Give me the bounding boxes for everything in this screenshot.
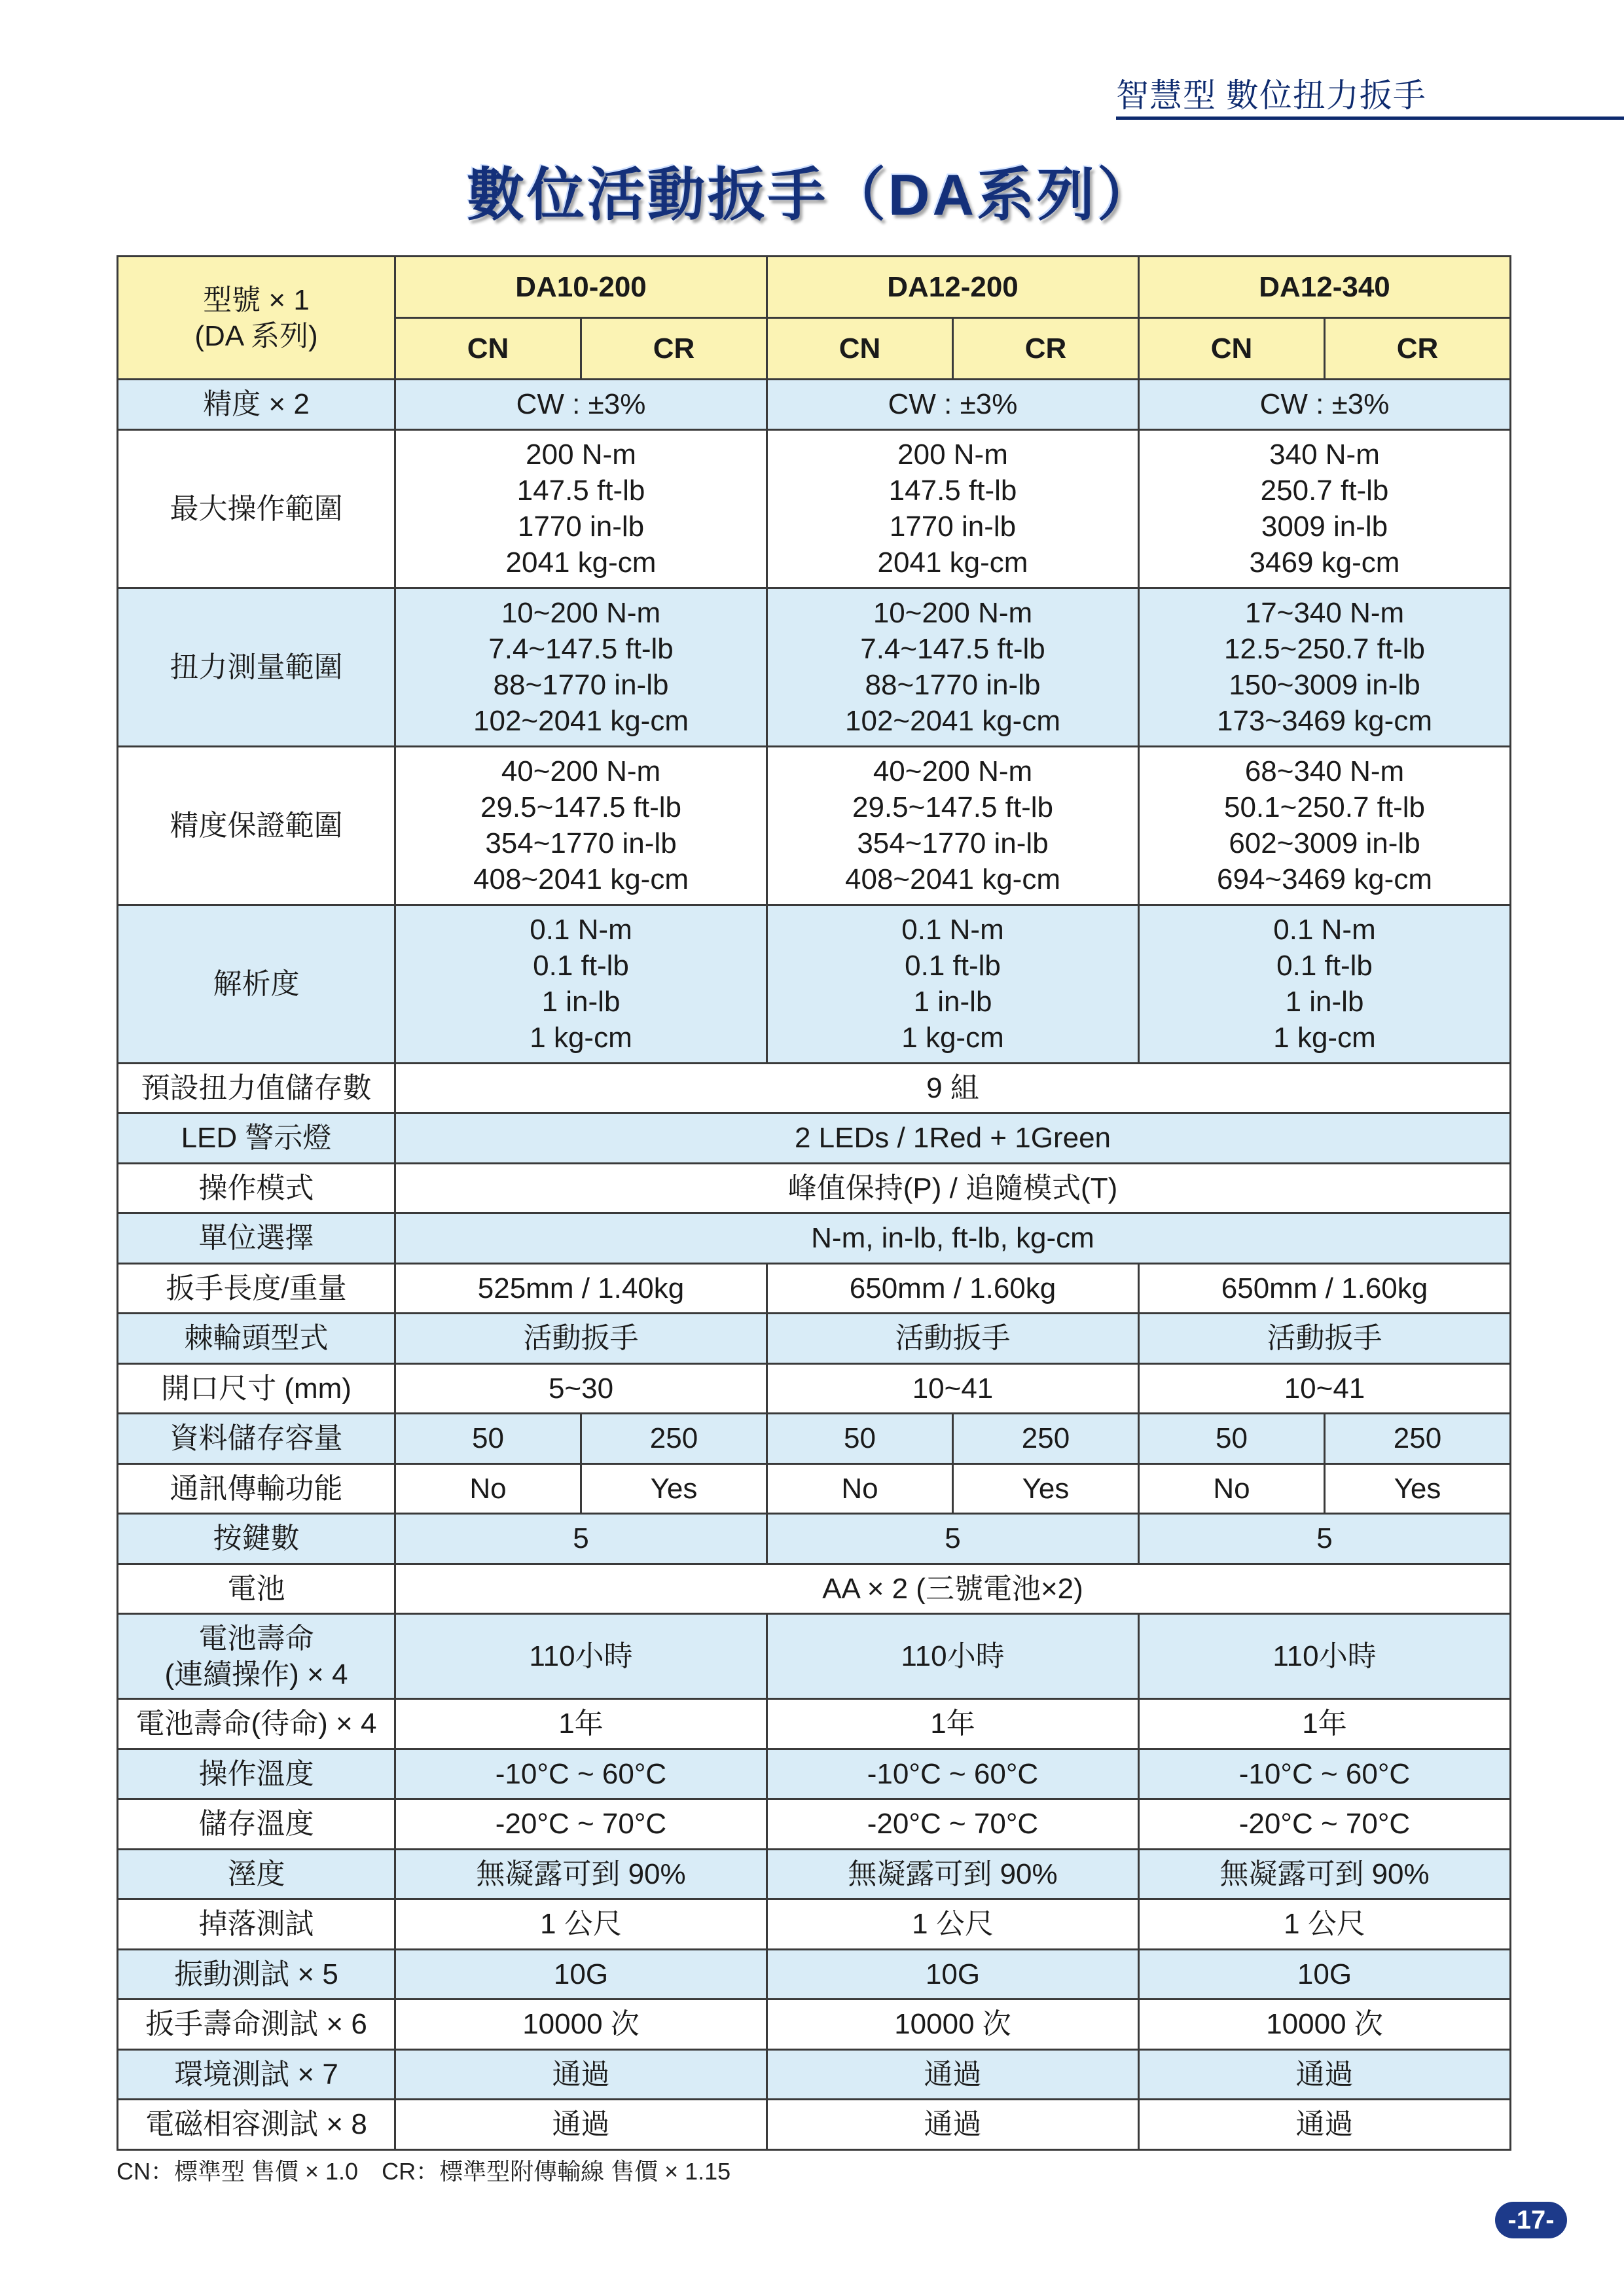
table-row — [118, 1749, 1511, 1799]
value-cell: -10°C ~ 60°C — [395, 1749, 767, 1799]
row-label — [118, 1849, 395, 1899]
table-row — [118, 1213, 1511, 1264]
value-cell: 2 LEDs / 1Red + 1Green — [395, 1113, 1511, 1164]
row-label-text: 電池壽命(待命) × 4 — [135, 1708, 377, 1740]
value-line: 1 in-lb — [913, 986, 992, 1018]
row-label — [118, 1564, 395, 1614]
value-cell: 無凝露可到 90% — [395, 1849, 767, 1899]
value-cell: No — [395, 1463, 581, 1514]
value-line: 250.7 ft-lb — [1260, 475, 1389, 507]
value-cell: Yes — [1325, 1463, 1511, 1514]
value-cell: 110小時 — [395, 1614, 767, 1699]
value-cell: 活動扳手 — [767, 1314, 1139, 1364]
value-cell — [767, 746, 1139, 905]
value-line: 340 N-m — [1269, 439, 1380, 471]
value-cell: 峰值保持(P) / 追隨模式(T) — [395, 1163, 1511, 1213]
value-line: 0.1 ft-lb — [905, 950, 1001, 982]
table-row — [118, 905, 1511, 1063]
table-row — [118, 1463, 1511, 1514]
value-line: 0.1 ft-lb — [533, 950, 629, 982]
value-cell: CW : ±3% — [767, 380, 1139, 430]
value-line: 173~3469 kg-cm — [1217, 705, 1432, 737]
table-row — [118, 429, 1511, 588]
value-cell: Yes — [581, 1463, 767, 1514]
value-line: 694~3469 kg-cm — [1217, 863, 1432, 895]
value-line: 0.1 ft-lb — [1276, 950, 1373, 982]
value-line: 102~2041 kg-cm — [473, 705, 689, 737]
table-row — [118, 588, 1511, 746]
page-number: -17- — [1495, 2202, 1567, 2238]
value-line: 0.1 N-m — [901, 914, 1004, 946]
value-cell: 10G — [1139, 1949, 1511, 2000]
row-label-text: 振動測試 × 5 — [174, 1958, 338, 1990]
value-line: 7.4~147.5 ft-lb — [860, 633, 1045, 665]
value-line: 12.5~250.7 ft-lb — [1223, 633, 1425, 665]
row-label — [118, 1063, 395, 1113]
table-row — [118, 1063, 1511, 1113]
value-cell: N-m, in-lb, ft-lb, kg-cm — [395, 1213, 1511, 1264]
value-cell — [1139, 905, 1511, 1063]
row-label — [118, 1514, 395, 1564]
value-cell: 5 — [395, 1514, 767, 1564]
value-line: 17~340 N-m — [1244, 597, 1405, 629]
row-label-text: LED 警示燈 — [181, 1122, 332, 1155]
value-line: 88~1770 in-lb — [865, 669, 1041, 701]
value-line: 1770 in-lb — [889, 511, 1017, 543]
table-row — [118, 1263, 1511, 1314]
value-cell — [1139, 588, 1511, 746]
row-label-text: 預設扭力值儲存數 — [141, 1071, 372, 1104]
value-line: 1 kg-cm — [530, 1022, 632, 1054]
row-label-text: 扳手長度/重量 — [166, 1272, 347, 1304]
page-title: 數位活動扳手（DA系列） — [466, 162, 1158, 227]
value-line: 50.1~250.7 ft-lb — [1223, 791, 1425, 823]
table-row — [118, 746, 1511, 905]
row-label — [118, 1163, 395, 1213]
spec-table — [117, 255, 1511, 2151]
value-cell: 活動扳手 — [395, 1314, 767, 1364]
row-label — [118, 1113, 395, 1164]
table-row — [118, 1113, 1511, 1164]
value-line: 10~200 N-m — [501, 597, 661, 629]
table-row — [118, 1899, 1511, 1950]
value-cell — [1139, 746, 1511, 905]
header-rule — [1116, 117, 1624, 120]
variant-header: CN — [395, 318, 581, 380]
value-line: 10~200 N-m — [873, 597, 1033, 629]
value-line: 354~1770 in-lb — [857, 827, 1049, 859]
value-line: 40~200 N-m — [501, 755, 661, 787]
value-line: 68~340 N-m — [1244, 755, 1405, 787]
value-line: 88~1770 in-lb — [493, 669, 669, 701]
value-cell: 10000 次 — [395, 2000, 767, 2050]
row-label-text: 電池壽命 — [198, 1622, 314, 1655]
table-row — [118, 1414, 1511, 1464]
table-header-row — [118, 257, 1511, 318]
row-label-subtext: (連續操作) × 4 — [164, 1658, 348, 1691]
value-cell: 50 — [395, 1414, 581, 1464]
value-line: 102~2041 kg-cm — [845, 705, 1060, 737]
row-label-text: 溼度 — [227, 1857, 285, 1890]
row-label-text: 環境測試 × 7 — [174, 2058, 338, 2090]
row-label — [118, 1699, 395, 1749]
value-line: 1 in-lb — [541, 986, 621, 1018]
row-label — [118, 746, 395, 905]
value-cell: 1 公尺 — [767, 1899, 1139, 1950]
value-cell: -10°C ~ 60°C — [1139, 1749, 1511, 1799]
value-line: 200 N-m — [526, 439, 636, 471]
row-label — [118, 1463, 395, 1514]
table-row — [118, 2100, 1511, 2150]
value-cell: 10~41 — [767, 1363, 1139, 1414]
value-cell: CW : ±3% — [1139, 380, 1511, 430]
value-cell: 650mm / 1.60kg — [1139, 1263, 1511, 1314]
variant-header: CR — [581, 318, 767, 380]
value-line: 3009 in-lb — [1261, 511, 1388, 543]
value-cell — [395, 588, 767, 746]
value-cell — [1139, 429, 1511, 588]
row-label — [118, 588, 395, 746]
value-line: 147.5 ft-lb — [516, 475, 645, 507]
value-cell — [767, 429, 1139, 588]
table-row — [118, 1614, 1511, 1699]
row-label — [118, 1899, 395, 1950]
model-label-cell — [118, 257, 395, 380]
row-label-text: 操作溫度 — [198, 1757, 314, 1790]
row-label-text: 電磁相容測試 × 8 — [145, 2108, 367, 2141]
model-label: 型號 × 1 — [203, 283, 310, 316]
value-cell — [395, 746, 767, 905]
model-header: DA12-340 — [1139, 257, 1511, 318]
table-row — [118, 1799, 1511, 1850]
value-line: 40~200 N-m — [873, 755, 1033, 787]
value-line: 150~3009 in-lb — [1229, 669, 1420, 701]
table-row — [118, 1949, 1511, 2000]
value-cell: -20°C ~ 70°C — [395, 1799, 767, 1850]
row-label — [118, 1799, 395, 1850]
value-cell: 10G — [395, 1949, 767, 2000]
value-cell: 525mm / 1.40kg — [395, 1263, 767, 1314]
row-label-text: 開口尺寸 (mm) — [161, 1372, 352, 1405]
row-label-text: 按鍵數 — [213, 1522, 300, 1555]
value-cell: 5~30 — [395, 1363, 767, 1414]
row-label-text: 解析度 — [213, 967, 300, 1000]
model-sublabel: (DA 系列) — [194, 319, 318, 352]
value-cell: 9 組 — [395, 1063, 1511, 1113]
value-line: 1 kg-cm — [1273, 1022, 1376, 1054]
value-cell: 通過 — [1139, 2100, 1511, 2150]
value-cell: CW : ±3% — [395, 380, 767, 430]
value-cell: 250 — [581, 1414, 767, 1464]
row-label-text: 通訊傳輸功能 — [170, 1472, 343, 1505]
value-line: 602~3009 in-lb — [1229, 827, 1420, 859]
value-cell: 5 — [1139, 1514, 1511, 1564]
value-cell: 50 — [1139, 1414, 1325, 1464]
row-label-text: 最大操作範圍 — [170, 492, 343, 525]
value-cell — [395, 429, 767, 588]
value-cell: 50 — [767, 1414, 953, 1464]
row-label — [118, 2100, 395, 2150]
model-header: DA10-200 — [395, 257, 767, 318]
value-cell: 250 — [1325, 1414, 1511, 1464]
row-label — [118, 1314, 395, 1364]
table-row — [118, 380, 1511, 430]
value-line: 0.1 N-m — [530, 914, 632, 946]
variant-header: CN — [767, 318, 953, 380]
value-line: 1 in-lb — [1285, 986, 1364, 1018]
table-row — [118, 2049, 1511, 2100]
value-cell: Yes — [953, 1463, 1139, 1514]
value-cell: 10000 次 — [1139, 2000, 1511, 2050]
row-label-text: 棘輪頭型式 — [184, 1322, 329, 1355]
value-line: 2041 kg-cm — [505, 547, 657, 579]
table-row — [118, 1363, 1511, 1414]
row-label-text: 儲存溫度 — [198, 1808, 314, 1840]
value-cell: 活動扳手 — [1139, 1314, 1511, 1364]
value-cell: 10G — [767, 1949, 1139, 2000]
table-row — [118, 2000, 1511, 2050]
variant-header: CR — [1325, 318, 1511, 380]
value-cell: 1年 — [395, 1699, 767, 1749]
row-label — [118, 1414, 395, 1464]
value-cell — [395, 905, 767, 1063]
value-cell: 10000 次 — [767, 2000, 1139, 2050]
table-row — [118, 1514, 1511, 1564]
row-label — [118, 2049, 395, 2100]
value-cell: No — [767, 1463, 953, 1514]
value-line: 1770 in-lb — [517, 511, 645, 543]
value-line: 1 kg-cm — [901, 1022, 1004, 1054]
value-cell: 650mm / 1.60kg — [767, 1263, 1139, 1314]
value-line: 408~2041 kg-cm — [845, 863, 1060, 895]
row-label-text: 掉落測試 — [198, 1908, 314, 1941]
value-cell: 1 公尺 — [395, 1899, 767, 1950]
value-line: 7.4~147.5 ft-lb — [488, 633, 674, 665]
value-cell: 通過 — [395, 2100, 767, 2150]
value-line: 354~1770 in-lb — [485, 827, 677, 859]
row-label — [118, 1614, 395, 1699]
value-cell: 110小時 — [1139, 1614, 1511, 1699]
row-label — [118, 2000, 395, 2050]
row-label-text: 資料儲存容量 — [170, 1422, 343, 1455]
value-cell: 無凝露可到 90% — [1139, 1849, 1511, 1899]
value-cell: 1 公尺 — [1139, 1899, 1511, 1950]
value-cell: -20°C ~ 70°C — [767, 1799, 1139, 1850]
value-line: 3469 kg-cm — [1249, 547, 1400, 579]
row-label-text: 扳手壽命測試 × 6 — [145, 2008, 367, 2041]
table-row — [118, 1564, 1511, 1614]
table-row — [118, 1699, 1511, 1749]
table-row — [118, 1849, 1511, 1899]
value-cell: 通過 — [767, 2100, 1139, 2150]
value-cell: 250 — [953, 1414, 1139, 1464]
value-line: 29.5~147.5 ft-lb — [852, 791, 1053, 823]
row-label-text: 操作模式 — [198, 1172, 314, 1204]
value-cell: 1年 — [1139, 1699, 1511, 1749]
value-line: 408~2041 kg-cm — [473, 863, 689, 895]
table-row — [118, 1163, 1511, 1213]
value-line: 2041 kg-cm — [877, 547, 1028, 579]
header-category: 智慧型 數位扭力扳手 — [1116, 77, 1426, 114]
variant-header: CN — [1139, 318, 1325, 380]
value-cell — [767, 588, 1139, 746]
row-label — [118, 429, 395, 588]
row-label — [118, 905, 395, 1063]
row-label-text: 精度 × 2 — [203, 388, 310, 421]
value-cell: -20°C ~ 70°C — [1139, 1799, 1511, 1850]
row-label — [118, 1949, 395, 2000]
value-line: 200 N-m — [897, 439, 1008, 471]
variant-header: CR — [953, 318, 1139, 380]
value-cell: 通過 — [1139, 2049, 1511, 2100]
value-line: 147.5 ft-lb — [888, 475, 1017, 507]
row-label — [118, 1263, 395, 1314]
row-label — [118, 1213, 395, 1264]
value-line: 29.5~147.5 ft-lb — [480, 791, 681, 823]
row-label — [118, 380, 395, 430]
value-cell — [767, 905, 1139, 1063]
value-cell: 通過 — [767, 2049, 1139, 2100]
footnote: CN：標準型 售價 × 1.0 CR：標準型附傳輸線 售價 × 1.15 — [117, 2158, 731, 2185]
row-label-text: 單位選擇 — [198, 1222, 314, 1255]
table-row — [118, 1314, 1511, 1364]
row-label-text: 電池 — [227, 1572, 285, 1605]
value-cell: -10°C ~ 60°C — [767, 1749, 1139, 1799]
value-cell: 1年 — [767, 1699, 1139, 1749]
value-cell: 通過 — [395, 2049, 767, 2100]
value-cell: 5 — [767, 1514, 1139, 1564]
model-header: DA12-200 — [767, 257, 1139, 318]
row-label — [118, 1749, 395, 1799]
value-cell: 10~41 — [1139, 1363, 1511, 1414]
value-cell: AA × 2 (三號電池×2) — [395, 1564, 1511, 1614]
row-label-text: 精度保證範圍 — [170, 809, 343, 842]
value-cell: 無凝露可到 90% — [767, 1849, 1139, 1899]
value-cell: 110小時 — [767, 1614, 1139, 1699]
row-label — [118, 1363, 395, 1414]
row-label-text: 扭力測量範圍 — [170, 651, 343, 683]
value-cell: No — [1139, 1463, 1325, 1514]
value-line: 0.1 N-m — [1273, 914, 1376, 946]
